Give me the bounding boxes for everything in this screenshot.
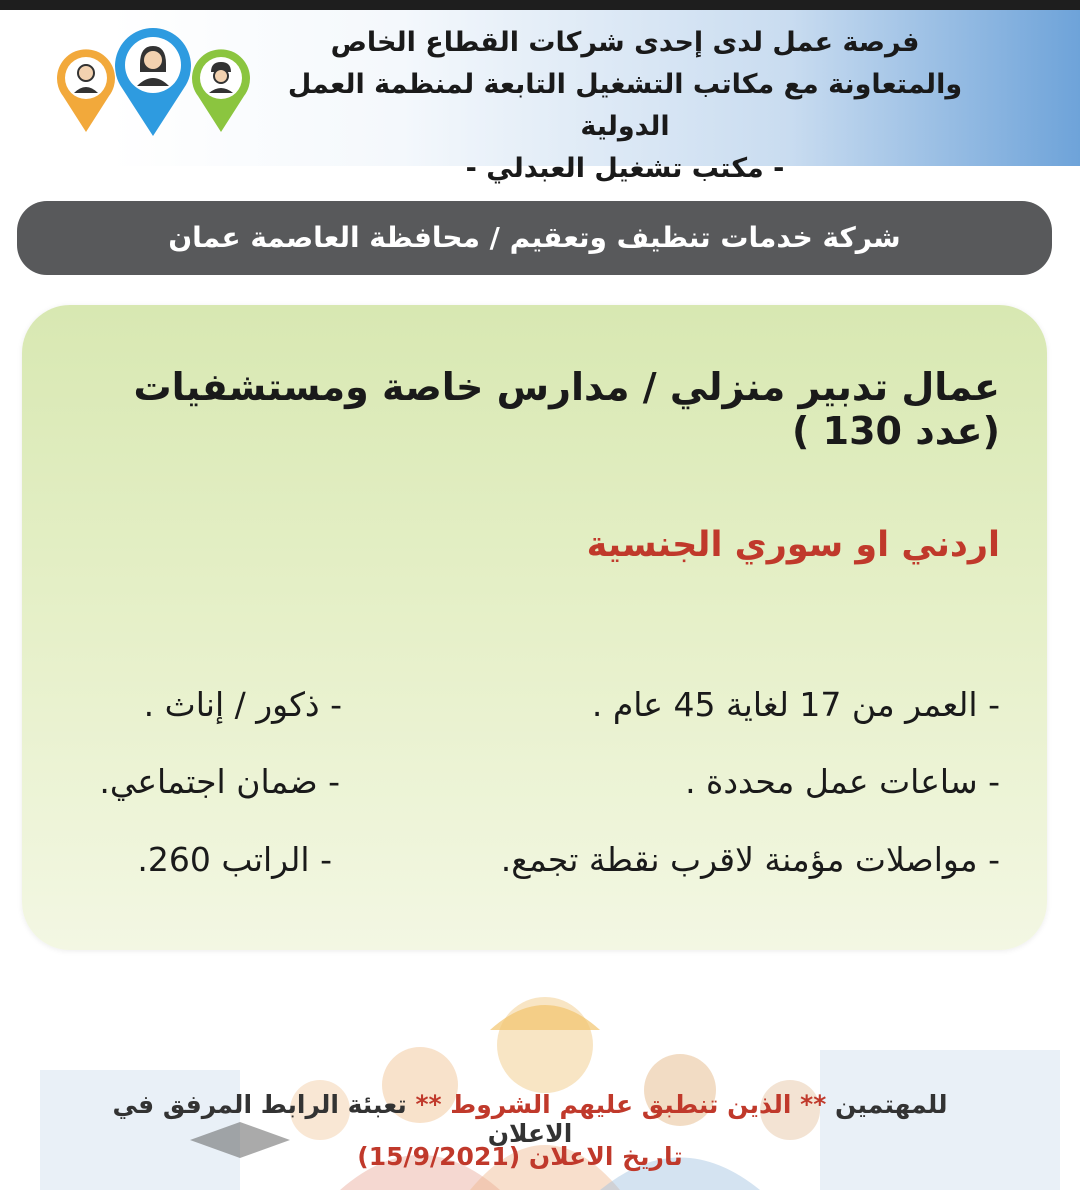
header-line-2: والمتعاونة مع مكاتب التشغيل التابعة لمنظمة العمل الدولية xyxy=(287,69,963,142)
detail-insurance: - ضمان اجتماعي. xyxy=(99,762,340,801)
detail-age: - العمر من 17 لغاية 45 عام . xyxy=(591,685,1000,724)
detail-gender: - ذكور / إناث . xyxy=(143,685,342,724)
footer-suffix: تعبئة الرابط المرفق في الاعلان xyxy=(112,1090,573,1148)
woman-pin-icon xyxy=(112,26,194,138)
top-dark-bar xyxy=(0,0,1080,10)
worker-pin-icon xyxy=(55,48,117,134)
header-line-3: - مكتب تشغيل العبدلي - xyxy=(465,153,785,184)
detail-transport: - مواصلات مؤمنة لاقرب نقطة تجمع. xyxy=(500,840,1000,879)
announcement-date: تاريخ الاعلان (15/9/2021) xyxy=(357,1142,683,1171)
footer-instructions xyxy=(80,1090,980,1148)
header-text xyxy=(245,22,1005,190)
footer-highlight: ** الذين تنطبق عليهم الشروط ** xyxy=(415,1090,827,1119)
nationality-requirement: اردني او سوري الجنسية xyxy=(586,525,1000,565)
detail-salary: - الراتب 260. xyxy=(137,840,332,879)
job-title: عمال تدبير منزلي / مدارس خاصة ومستشفيات (عدد 130 ) xyxy=(133,365,1000,453)
footer-prefix: للمهتمين xyxy=(835,1090,948,1119)
engineer-pin-icon xyxy=(190,48,252,134)
company-bar: شركة خدمات تنظيف وتعقيم / محافظة العاصمة عمان xyxy=(17,201,1052,275)
header-line-1: فرصة عمل لدى إحدى شركات القطاع الخاص xyxy=(330,27,920,58)
detail-hours: - ساعات عمل محددة . xyxy=(685,762,1000,801)
